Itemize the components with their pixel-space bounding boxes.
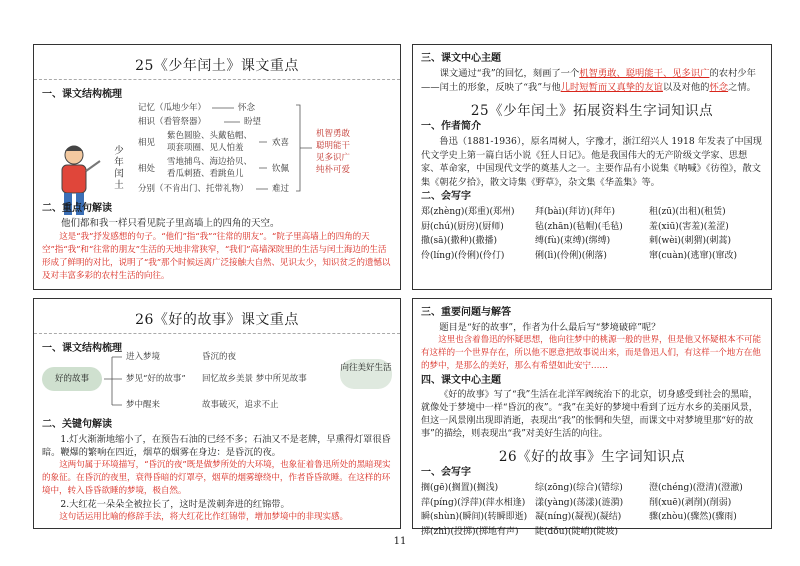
structure-connectors: [34, 45, 402, 205]
row-emotion: 怀念: [238, 103, 256, 113]
central-theme: [413, 67, 771, 95]
row-tag: 记忆（瓜地少年）: [138, 103, 207, 113]
vocab-item: 澄(chéng)(澄清)(澄澈): [649, 483, 743, 493]
diagram-cloud: 好的故事: [42, 367, 102, 391]
vocab-item: 俐(lì)(伶俐)(俐落): [535, 250, 607, 261]
section-heading: 一、会写字: [421, 467, 471, 478]
section-heading: 一、作者简介: [421, 121, 481, 132]
section-heading: 三、重要问题与解答: [421, 307, 511, 318]
vocab-table: [413, 481, 771, 539]
vocab-item: 窜(cuàn)(逃窜)(窜改): [649, 250, 738, 261]
sentence-analysis: 这两句属于环境描写，“昏沉的夜”既是做梦所处的大环境，也象征着鲁迅所处的黑暗现实的象征。在昏沉的夜里，衰得昏暗的灯罩亭，烟草的烟雾缭绕中，作者昏昏欲睡。在这样的环境中，转入昏昏欲睡的梦境，极自然。: [42, 460, 391, 496]
section-heading: 二、重点句解读: [42, 203, 112, 214]
vocab-item: 萍(píng)(浮萍)(萍水相逢): [421, 497, 526, 508]
trait: 机智勇敢: [316, 129, 351, 139]
question: 题目是“好的故事”，作者为什么最后写“梦境破碎”呢？: [439, 322, 661, 333]
theme-text: 以及对他的: [662, 82, 710, 93]
vocab-item: 削(xuē)(剥削)(削弱): [649, 497, 732, 508]
vocab-table: [413, 205, 771, 263]
lesson25-extension-panel: [412, 44, 772, 290]
diagram-subject: 少年闰土: [112, 145, 123, 191]
row-tag: 分别（不肯出门、托带礼物）: [138, 184, 249, 194]
theme-highlight: 儿时短暂而又真挚的友谊: [560, 82, 663, 93]
vocab-item: 郑(zhèng)(郑重)(郑州): [421, 207, 515, 217]
panel-title: 25《少年闰土》拓展资料生字词知识点: [470, 103, 714, 119]
vocab-item: 羞(xiū)(害羞)(羞涩): [649, 221, 729, 232]
structure-step: 梦见“好的故事”: [126, 374, 186, 384]
panel-title: 25《少年闰土》课文重点: [135, 58, 299, 74]
section-heading: 一、课文结构梳理: [42, 343, 122, 354]
diagram-result: 向往美好生活: [340, 359, 392, 389]
sentence-analysis: 这是“我”抒发感想的句子。“他们”指“我”“往常的朋友”。“院子里高墙上的四角的天空”指“我”和“往常的朋友”生活的天地非常狭窄，“我们”高墙深院里的生活与闰土海边的生活形成了鲜明的对比，说明了“我”那个时候远离广泛接触大自然、见识太少，知识贫乏的遗憾以及对丰富多彩的农村生活的向往。: [42, 232, 391, 281]
trait: 见多识广: [316, 153, 351, 163]
theme-text: 之情。: [728, 82, 756, 93]
vocab-item: 撒(sā)(撒种)(撒播): [421, 236, 498, 246]
vocab-item: 厨(chú)(厨房)(厨师): [421, 221, 504, 232]
vocab-item: 陡(dǒu)(陡峭)(陡坡): [535, 526, 619, 537]
section-heading: 四、课文中心主题: [421, 375, 501, 386]
vocab-item: 刺(wèi)(刺猬)(刺蒿): [649, 236, 731, 246]
vocab-item: 骤(zhòu)(骤然)(骤雨): [649, 512, 737, 522]
row-tag: 相识（看管祭器）: [138, 117, 207, 127]
section-heading: 二、会写字: [421, 191, 471, 202]
vocab-item: 瞬(shùn)(瞬间)(转瞬即逝): [421, 512, 528, 522]
vocab-item: 综(zōng)(综合)(错综): [535, 483, 623, 493]
structure-step: 梦中醒来: [126, 400, 161, 410]
lesson25-key-points-panel: [33, 44, 401, 290]
row-emotion: 欢喜: [272, 138, 290, 148]
section-heading: 二、关键句解读: [42, 419, 112, 430]
section-heading: 一、课文结构梳理: [42, 89, 122, 100]
answer: 这里也含着鲁迅的怀疑思想，他向往梦中的桃源一般的世界，但是他又怀疑根本不可能有这样的一个世界存在，所以他不愿意把故事说出来，而是鲁迅人们，有这样一个地方在他的梦中，是那么的美好，那么有希望如此安宁……: [421, 335, 761, 371]
row-tag: 相见: [138, 138, 156, 148]
key-sentence: 1.灯火渐渐地缩小了，在预告石油的已经不多；石油又不是老牌，早熏得灯罩很昏暗。鞭爆的繁响在四近，烟草的烟雾在身边：是昏沉的夜。: [42, 434, 391, 458]
row-emotion: 盼望: [244, 117, 262, 127]
row-emotion: 难过: [272, 184, 290, 194]
theme-text: 课文通过“我”的回忆，刻画了一个: [439, 68, 580, 79]
lesson26-extension-panel: [412, 298, 772, 537]
structure-detail: 故事破灭，追求不止: [202, 400, 279, 410]
key-sentence: 他们都和我一样只看见院子里高墙上的四角的天空。: [61, 218, 280, 229]
row-tag: 相处: [138, 164, 156, 174]
row-emotion: 钦佩: [272, 164, 290, 174]
row-detail: 看瓜刺猹、看跳鱼儿: [167, 169, 244, 179]
row-detail: 项套项圈、见人怕羞: [167, 143, 244, 153]
panel-title: 26《好的故事》课文重点: [135, 312, 299, 328]
panel-title: 26《好的故事》生字词知识点: [498, 449, 686, 465]
row-detail: 紫色圆脸、头戴毡帽、: [167, 131, 253, 141]
vocab-item: 搁(gē)(搁置)(搁浅): [421, 483, 499, 493]
vocab-item: 拜(bài)(拜访)(拜年): [535, 207, 616, 217]
theme-highlight: 机智勇敢、聪明能干、见多识广: [579, 68, 710, 79]
author-bio: 鲁迅（1881-1936），原名周树人，字豫才，浙江绍兴人 1918 年发表了中国现代文学史上第一篇白话小说《狂人日记》。他是我国伟大的无产阶级文学家、思想家、革命家，中国现代文学的奠基人之一。主要作品有小说集《呐喊》《彷徨》，散文集《朝花夕拾》，散文诗集《野草》，杂文集《华盖集》等。: [421, 136, 762, 188]
trait: 纯朴可爱: [316, 165, 351, 175]
theme-text: 的农村少年——闰土的形象，反映了“我”与他: [421, 68, 756, 93]
row-detail: 雪地捕鸟、海边拾贝、: [167, 157, 253, 167]
key-sentence: 2.大红花一朵朵全被拉长了，这时是泼刺奔进的红锦带。: [60, 499, 290, 510]
theme-highlight: 怀念: [709, 82, 729, 93]
page-number: 11: [393, 536, 407, 547]
vocab-item: 毡(zhān)(毡帽)(毛毡): [535, 221, 623, 232]
vocab-item: 掷(zhì)(投掷)(掷地有声): [421, 526, 519, 537]
structure-step: 进入梦境: [126, 352, 161, 362]
vocab-item: 缚(fù)(束缚)(绑缚): [535, 236, 611, 246]
structure-detail: 回忆故乡美景 梦中所见故事: [202, 374, 307, 384]
vocab-item: 伶(líng)(伶俐)(伶仃): [421, 250, 505, 261]
vocab-item: 租(zū)(出租)(租赁): [649, 207, 726, 217]
lesson26-key-points-panel: [33, 298, 401, 529]
trait: 聪明能干: [316, 141, 351, 151]
vocab-item: 漾(yàng)(荡漾)(涟漪): [535, 497, 624, 508]
structure-detail: 昏沉的夜: [202, 352, 237, 362]
vocab-item: 凝(níng)(凝视)(凝结): [535, 512, 622, 522]
central-theme: 《好的故事》写了“我”生活在北洋军阀统治下的北京，切身感受到社会的黑暗，就像处于梦境中一样“昏沉的夜”。“我”在美好的梦境中看到了远方水乡的美丽风景，但这一风景刚出现即消逝，表现出“我”的怅惘和失望，而课文中对梦境里那“好的故事”的描绘，则表现出“我”对美好生活的向往。: [421, 390, 758, 439]
section-heading: 三、课文中心主题: [421, 53, 501, 64]
sentence-analysis: 这句话运用比喻的修辞手法，将大红花比作红锦带，增加梦境中的非现实感。: [59, 512, 348, 522]
